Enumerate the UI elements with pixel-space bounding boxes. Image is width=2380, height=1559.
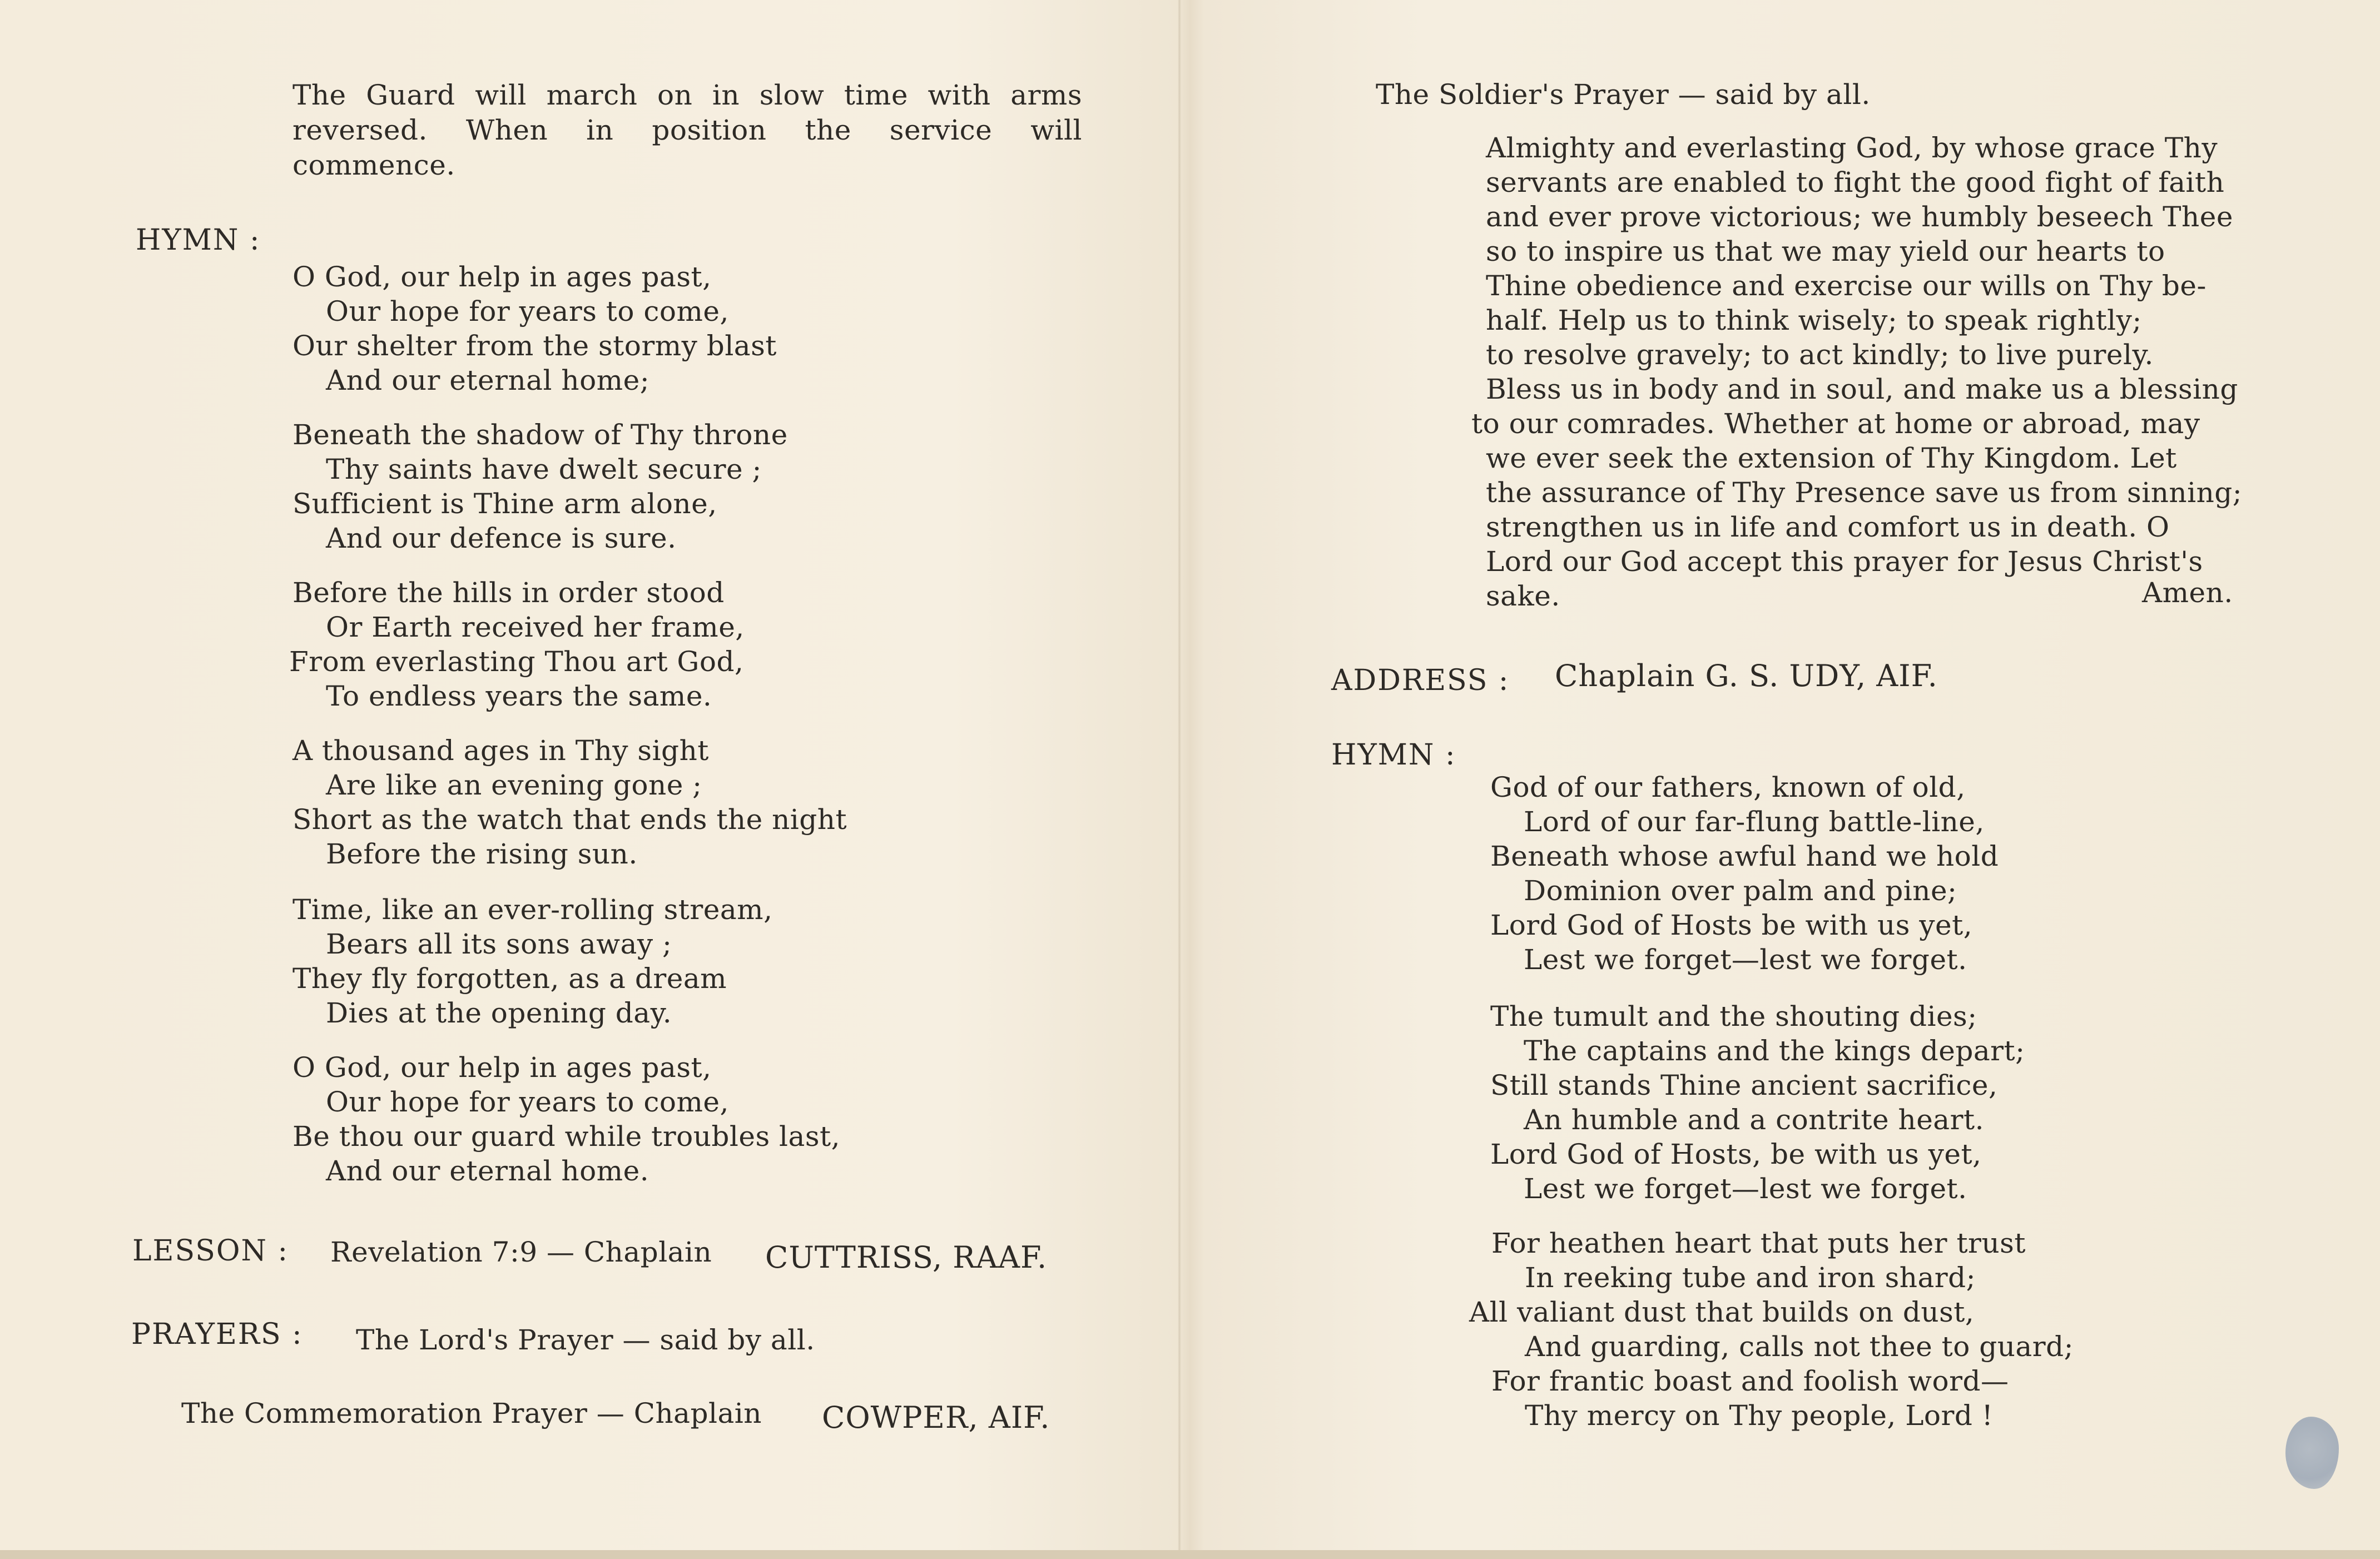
- hymn2-v2-l4: An humble and a contrite heart.: [1524, 1104, 1984, 1136]
- hymn2-v3-l1: For heathen heart that puts her trust: [1491, 1227, 2026, 1259]
- prayer-line-2: servants are enabled to fight the good fight of faith: [1486, 166, 2225, 198]
- hymn1-v2-l4: And our defence is sure.: [326, 522, 677, 554]
- prayer-line-5: Thine obedience and exercise our wills on Thy be-: [1486, 270, 2207, 302]
- lesson-text: Revelation 7:9 — Chaplain: [330, 1236, 712, 1268]
- intro-line-2: reversed. When in position the service will: [292, 114, 1082, 146]
- hymn2-v2-l2: The captains and the kings depart;: [1524, 1035, 2025, 1067]
- hymn2-v3-l4: And guarding, calls not thee to guard;: [1525, 1330, 2074, 1363]
- hymn1-v4-l4: Before the rising sun.: [326, 838, 638, 870]
- hymn1-v5-l1: Time, like an ever-rolling stream,: [292, 893, 773, 926]
- hymn1-v3-l4: To endless years the same.: [326, 680, 712, 712]
- hymn1-v2-l1: Beneath the shadow of Thy throne: [292, 419, 788, 451]
- hymn1-v1-l1: O God, our help in ages past,: [292, 261, 712, 293]
- prayers-text: The Lord's Prayer — said by all.: [356, 1324, 815, 1356]
- hymn2-v2-l3: Still stands Thine ancient sacrifice,: [1490, 1069, 1998, 1101]
- hymn1-v4-l1: A thousand ages in Thy sight: [292, 734, 709, 767]
- prayer-line-8: Bless us in body and in soul, and make us a blessing: [1486, 373, 2238, 405]
- lesson-name: CUTTRISS, RAAF.: [765, 1240, 1048, 1275]
- hymn2-v3-l6: Thy mercy on Thy people, Lord !: [1525, 1399, 1994, 1432]
- intro-line-1: The Guard will march on in slow time with arms: [292, 79, 1082, 111]
- prayer-line-6: half. Help us to think wisely; to speak rightly;: [1486, 304, 2142, 336]
- address-label: ADDRESS :: [1331, 664, 1510, 697]
- hymn1-v6-l1: O God, our help in ages past,: [292, 1051, 712, 1084]
- prayer-line-12: strengthen us in life and comfort us in death. O: [1486, 511, 2170, 543]
- hymn2-v2-l5: Lord God of Hosts, be with us yet,: [1490, 1138, 1982, 1170]
- hymn1-v1-l4: And our eternal home;: [326, 364, 650, 396]
- left-page: [0, 0, 1178, 1559]
- hymn1-v6-l2: Our hope for years to come,: [326, 1086, 729, 1118]
- hymn1-v5-l2: Bears all its sons away ;: [326, 928, 672, 960]
- hymn2-v3-l3: All valiant dust that builds on dust,: [1469, 1296, 1975, 1328]
- hymn2-v1-l2: Lord of our far-flung battle-line,: [1524, 806, 1985, 838]
- soldiers-prayer-title: The Soldier's Prayer — said by all.: [1376, 78, 1871, 111]
- hymn1-v1-l2: Our hope for years to come,: [326, 295, 729, 327]
- hymn1-v3-l2: Or Earth received her frame,: [326, 611, 745, 643]
- hymn2-v1-l1: God of our fathers, known of old,: [1490, 771, 1966, 803]
- hymn2-v1-l3: Beneath whose awful hand we hold: [1490, 840, 1999, 872]
- hymn1-v4-l2: Are like an evening gone ;: [326, 769, 702, 801]
- hymn1-v3-l1: Before the hills in order stood: [292, 577, 725, 609]
- prayer-line-4: so to inspire us that we may yield our hearts to: [1486, 235, 2165, 267]
- hymn1-v3-l3: From everlasting Thou art God,: [289, 646, 744, 678]
- right-page: [1181, 0, 2380, 1559]
- hymn1-v2-l3: Sufficient is Thine arm alone,: [292, 488, 717, 520]
- prayer-line-1: Almighty and everlasting God, by whose grace Thy: [1486, 132, 2218, 164]
- intro-line-3: commence.: [292, 149, 455, 181]
- prayer-line-3: and ever prove victorious; we humbly beseech Thee: [1486, 201, 2233, 233]
- prayer-line-9: to our comrades. Whether at home or abroad, may: [1471, 408, 2200, 440]
- hymn2-v3-l5: For frantic boast and foolish word—: [1491, 1365, 2009, 1397]
- prayers-label: PRAYERS :: [131, 1318, 303, 1351]
- prayer-line-7: to resolve gravely; to act kindly; to live purely.: [1486, 339, 2154, 371]
- hymn2-v1-l5: Lord God of Hosts be with us yet,: [1490, 909, 1973, 941]
- hymn2-v1-l6: Lest we forget—lest we forget.: [1524, 944, 1967, 976]
- prayer-line-14: sake.: [1486, 580, 1560, 612]
- hymn1-label: HYMN :: [136, 224, 261, 257]
- hymn1-v5-l4: Dies at the opening day.: [326, 997, 672, 1029]
- hymn2-v2-l6: Lest we forget—lest we forget.: [1524, 1173, 1967, 1205]
- hymn1-v6-l4: And our eternal home.: [326, 1155, 649, 1187]
- prayer-amen: Amen.: [2142, 577, 2233, 609]
- prayer-line-10: we ever seek the extension of Thy Kingdom. Let: [1486, 442, 2177, 474]
- prayer-line-11: the assurance of Thy Presence save us from sinning;: [1486, 476, 2243, 509]
- hymn2-v3-l2: In reeking tube and iron shard;: [1525, 1262, 1976, 1294]
- address-text: Chaplain G. S. UDY, AIF.: [1555, 658, 1938, 693]
- hymn1-v5-l3: They fly forgotten, as a dream: [292, 962, 727, 995]
- commemoration-name: COWPER, AIF.: [822, 1400, 1050, 1435]
- hymn2-label: HYMN :: [1331, 738, 1456, 772]
- hymn1-v2-l2: Thy saints have dwelt secure ;: [326, 453, 762, 485]
- prayer-line-13: Lord our God accept this prayer for Jesus Christ's: [1486, 545, 2203, 578]
- hymn1-v4-l3: Short as the watch that ends the night: [292, 803, 847, 836]
- lesson-label: LESSON :: [132, 1234, 289, 1268]
- commemoration-text: The Commemoration Prayer — Chaplain: [181, 1397, 762, 1429]
- hymn2-v1-l4: Dominion over palm and pine;: [1524, 875, 1957, 907]
- hymn1-v6-l3: Be thou our guard while troubles last,: [292, 1120, 840, 1153]
- hymn1-v1-l3: Our shelter from the stormy blast: [292, 330, 777, 362]
- hymn2-v2-l1: The tumult and the shouting dies;: [1490, 1000, 1977, 1032]
